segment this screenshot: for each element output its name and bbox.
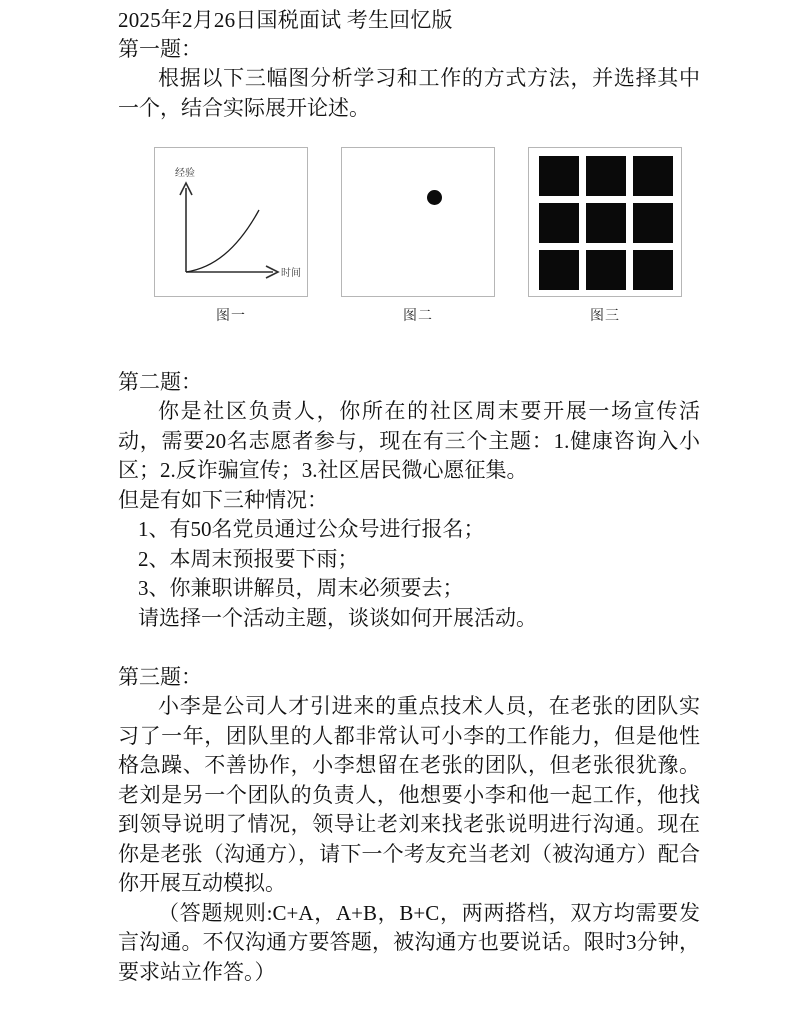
- experience-time-chart-icon: [155, 148, 307, 296]
- question-three-label: 第三题：: [118, 665, 202, 689]
- grid-cell: [633, 250, 673, 290]
- figure-three-box: [528, 147, 682, 297]
- question-two-condition-item: 1、有50名党员通过公众号进行报名；: [138, 517, 485, 541]
- question-three-body: 小李是公司人才引进来的重点技术人员，在老张的团队实习了一年，团队里的人都非常认可小李的工作能力，但是他性格急躁、不善协作，小李想留在老张的团队，但老张很犹豫。老刘是另一个团队的负责人，他想要小李和他一起工作，他找到领导说明了情况，领导让老刘来找老张说明进行沟通。现在你是老张（沟通方），请下一个考友充当老刘（被沟通方）配合你开展互动模拟。: [118, 694, 700, 895]
- figure-two-caption: 图二: [403, 309, 433, 324]
- figure-one: [153, 147, 309, 326]
- grid-cell: [586, 250, 626, 290]
- nine-square-grid: [539, 156, 673, 290]
- grid-cell: [539, 203, 579, 243]
- figure-three-caption: 图三: [590, 309, 620, 324]
- grid-cell: [539, 250, 579, 290]
- document-title: 2025年2月26日国税面试 考生回忆版: [118, 8, 453, 32]
- figure-one-caption: 图一: [216, 309, 246, 324]
- figure-one-box: [154, 147, 308, 297]
- grid-cell: [586, 156, 626, 196]
- question-two-conditions-intro: 但是有如下三种情况：: [118, 487, 328, 512]
- x-axis-label-text: 时间: [281, 268, 301, 279]
- question-two-body: 你是社区负责人，你所在的社区周末要开展一场宣传活动，需要20名志愿者参与，现在有三个主题：1.健康咨询入小区；2.反诈骗宣传；3.社区居民微心愿征集。: [118, 399, 700, 482]
- question-one-label: 第一题：: [118, 37, 202, 61]
- grid-cell: [633, 203, 673, 243]
- question-two-condition-item: 3、你兼职讲解员，周末必须要去；: [138, 576, 464, 600]
- question-two-closing: 请选择一个活动主题，谈谈如何开展活动。: [138, 605, 537, 630]
- y-axis-label-text: 经验: [175, 168, 195, 179]
- grid-cell: [633, 156, 673, 196]
- black-dot-icon: [427, 190, 442, 205]
- question-three-rules: （答题规则:C+A，A+B，B+C，两两搭档，双方均需要发言沟通。不仅沟通方要答题，被沟通方也要说话。限时3分钟，要求站立作答。）: [118, 900, 700, 984]
- question-two-label: 第二题：: [118, 370, 202, 394]
- figure-row: [153, 147, 683, 326]
- grid-cell: [539, 156, 579, 196]
- figure-two-box: [341, 147, 495, 297]
- question-one-body: 根据以下三幅图分析学习和工作的方式方法，并选择其中一个，结合实际展开论述。: [118, 66, 700, 120]
- figure-two: [340, 147, 496, 326]
- grid-cell: [586, 203, 626, 243]
- figure-three: [527, 147, 683, 326]
- question-two-condition-item: 2、本周末预报要下雨；: [138, 546, 359, 571]
